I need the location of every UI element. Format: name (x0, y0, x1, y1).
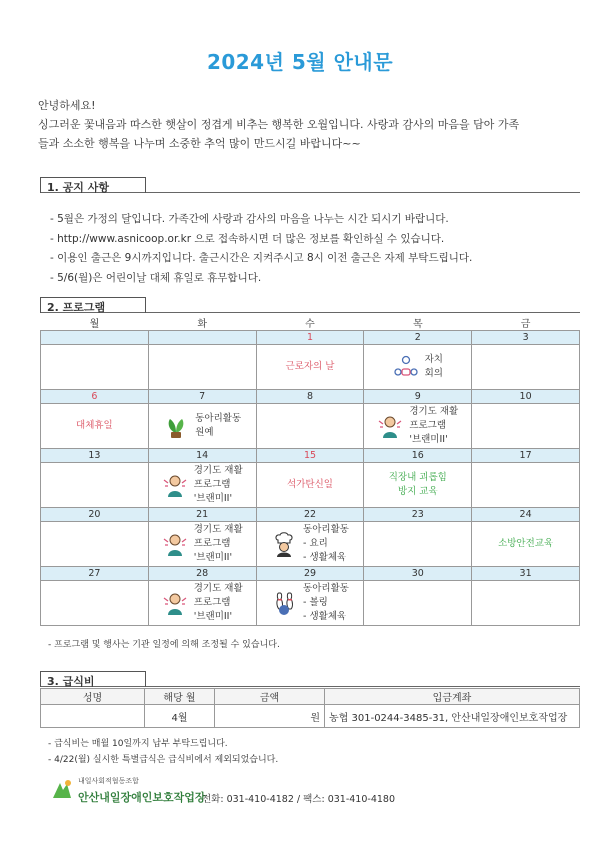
date-cell (148, 331, 256, 345)
notice-section-header (40, 176, 580, 193)
date-cell: 31 (472, 567, 580, 581)
event-cell (364, 522, 472, 567)
rehab-person-icon (162, 531, 188, 557)
date-row (41, 567, 580, 581)
date-cell: 10 (472, 390, 580, 404)
fee-month: 4월 (145, 705, 215, 728)
event-row (41, 463, 580, 508)
org-logo-icon (50, 778, 74, 802)
event-cell (364, 581, 472, 626)
event-text: '브랜미II' (409, 434, 448, 445)
date-cell: 23 (364, 508, 472, 522)
org-subtitle: 내일사회적협동조합 (78, 777, 139, 785)
date-cell: 2 (364, 331, 472, 345)
fee-account: 농협 301-0244-3485-31, 안산내일장애인보호작업장 (325, 705, 580, 728)
event-text: 프로그램 (193, 538, 231, 549)
date-cell: 3 (472, 331, 580, 345)
date-cell: 15 (256, 449, 364, 463)
event-text: 프로그램 (409, 420, 447, 431)
event-cell (256, 345, 364, 390)
event-cell (148, 522, 256, 567)
event-text: '브랜미II' (193, 611, 233, 622)
date-cell: 7 (148, 390, 256, 404)
event-text: 경기도 재활 (193, 583, 243, 594)
intro-greeting: 안녕하세요! (38, 99, 96, 112)
fee-header-month: 해당 월 (145, 689, 215, 705)
footer (50, 776, 570, 804)
event-text: - 볼링 (303, 597, 328, 608)
date-row (41, 390, 580, 404)
event-cell (148, 345, 256, 390)
page-title: 2024년 5월 안내문 (206, 50, 394, 74)
date-cell: 14 (148, 449, 256, 463)
date-cell: 20 (41, 508, 149, 522)
program-calendar (40, 315, 580, 626)
date-cell: 21 (148, 508, 256, 522)
day-header-tue: 화 (148, 315, 256, 331)
event-text: 동아리활동 (195, 413, 242, 424)
date-cell: 24 (472, 508, 580, 522)
fee-section-header (40, 670, 580, 687)
event-text: 직장내 괴롭힘 (388, 472, 447, 483)
event-text: 프로그램 (193, 479, 231, 490)
event-cell (472, 463, 580, 508)
day-header-thu: 목 (364, 315, 472, 331)
fee-notes (48, 736, 278, 768)
date-cell: 30 (364, 567, 472, 581)
event-text: 원예 (195, 427, 214, 438)
intro-line-2: 들과 소소한 행복을 나누며 소중한 추억 많이 만드시길 바랍니다~~ (38, 137, 361, 150)
date-cell: 17 (472, 449, 580, 463)
fax: / 팩스: 031-410-4180 (296, 794, 395, 805)
day-header-wed: 수 (256, 315, 364, 331)
event-row (41, 581, 580, 626)
fee-header-name: 성명 (41, 689, 145, 705)
event-text: 동아리활동 (303, 583, 349, 594)
event-text: 경기도 재활 (193, 524, 243, 535)
event-cell (41, 522, 149, 567)
org-name: 안산내일장애인보호작업장 (78, 791, 206, 804)
date-cell: 9 (364, 390, 472, 404)
event-text: 자치 (424, 354, 443, 365)
date-cell: 16 (364, 449, 472, 463)
date-cell: 29 (256, 567, 364, 581)
notice-item: - 이용인 출근은 9시까지입니다. 출근시간은 지켜주시고 8시 이전 출근은 자제 부탁드립니다. (50, 252, 473, 264)
event-cell (256, 463, 364, 508)
fee-row (41, 705, 580, 728)
event-text: 회의 (424, 368, 443, 379)
fee-note: - 4/22(월) 실시한 특별급식은 급식비에서 제외되었습니다. (48, 755, 279, 765)
fee-header-amount: 금액 (215, 689, 325, 705)
fee-amount-unit: 원 (215, 705, 325, 728)
date-cell: 6 (41, 390, 149, 404)
event-text: 석가탄신일 (287, 479, 333, 490)
date-row (41, 449, 580, 463)
fee-note: - 급식비는 매월 10일까지 납부 부탁드립니다. (48, 739, 228, 749)
event-cell (472, 345, 580, 390)
meeting-people-icon (393, 354, 419, 380)
event-text: 경기도 재활 (193, 465, 243, 476)
event-cell (256, 581, 364, 626)
day-header-mon: 월 (41, 315, 149, 331)
date-cell: 8 (256, 390, 364, 404)
date-cell: 27 (41, 567, 149, 581)
event-cell (364, 404, 472, 449)
event-text: - 요리 (303, 538, 328, 549)
rehab-person-icon (162, 472, 188, 498)
event-row (41, 404, 580, 449)
event-cell (41, 581, 149, 626)
rehab-person-icon (162, 590, 188, 616)
notice-item: - 5/6(월)은 어린이날 대체 휴일로 휴무합니다. (50, 271, 262, 284)
bowling-icon (271, 590, 297, 616)
chef-icon (271, 531, 297, 557)
event-cell (41, 404, 149, 449)
rehab-person-icon (377, 413, 403, 439)
event-text: 방지 교육 (397, 486, 438, 497)
event-cell (148, 404, 256, 449)
event-text: - 생활체육 (303, 552, 347, 563)
date-row (41, 331, 580, 345)
event-text: 소방안전교육 (498, 538, 554, 549)
notice-item: - http://www.asnicoop.or.kr 으로 접속하시면 더 많은 정보를 확인하실 수 있습니다. (50, 232, 445, 245)
phone: 전화: 031-410-4182 (202, 794, 294, 805)
notice-list (50, 210, 472, 288)
date-cell: 28 (148, 567, 256, 581)
event-text: 프로그램 (193, 597, 231, 608)
program-section-header (40, 296, 580, 313)
event-cell (256, 404, 364, 449)
program-section-title: 2. 프로그램 (40, 297, 146, 313)
fee-section-title: 3. 급식비 (40, 671, 146, 687)
event-cell (41, 463, 149, 508)
event-text: '브랜미II' (193, 493, 233, 504)
event-text: '브랜미II' (193, 552, 233, 563)
date-cell: 1 (256, 331, 364, 345)
plant-icon (163, 413, 189, 439)
day-header-fri: 금 (472, 315, 580, 331)
event-cell (472, 581, 580, 626)
intro (38, 96, 568, 153)
event-cell (472, 404, 580, 449)
event-text: 대체휴일 (76, 420, 113, 431)
event-cell (256, 522, 364, 567)
event-cell (148, 581, 256, 626)
date-cell: 22 (256, 508, 364, 522)
event-text: 근로자의 날 (285, 361, 335, 372)
fee-table (40, 688, 580, 728)
event-cell (148, 463, 256, 508)
event-text: 경기도 재활 (409, 406, 459, 417)
contact-info (202, 791, 395, 805)
event-row (41, 522, 580, 567)
date-cell: 13 (41, 449, 149, 463)
calendar-note: - 프로그램 및 행사는 기관 일정에 의해 조정될 수 있습니다. (48, 640, 280, 650)
event-row (41, 345, 580, 390)
fee-name-field (41, 705, 145, 728)
event-cell (472, 522, 580, 567)
intro-line-1: 싱그러운 꽃내음과 따스한 햇살이 정겹게 비추는 행복한 오월입니다. 사랑과 감사의 마음을 담아 가족 (38, 118, 520, 131)
notice-section-title: 1. 공지 사항 (40, 177, 146, 193)
date-row (41, 508, 580, 522)
notice-item: - 5월은 가정의 달입니다. 가족간에 사랑과 감사의 마음을 나누는 시간 되시기 바랍니다. (50, 213, 449, 225)
date-cell (41, 331, 149, 345)
event-cell (41, 345, 149, 390)
event-text: 동아리활동 (303, 524, 349, 535)
event-cell (364, 345, 472, 390)
event-cell (364, 463, 472, 508)
event-text: - 생활체육 (303, 611, 347, 622)
fee-header-account: 입금계좌 (325, 689, 580, 705)
